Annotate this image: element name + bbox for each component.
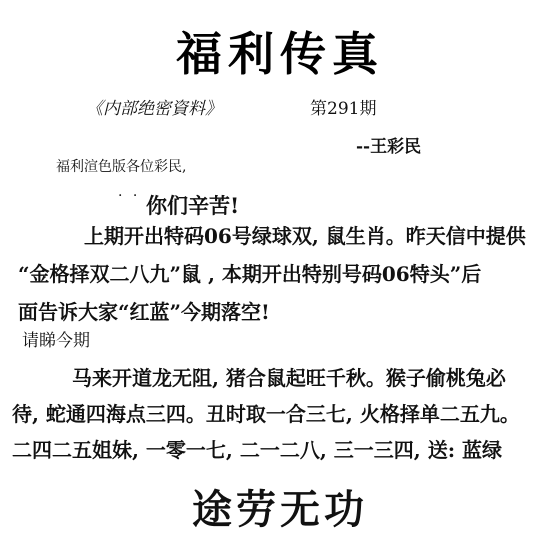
paragraph-line: “金格择双二八九”鼠 , 本期开出特别号码06特头”后 — [18, 262, 482, 286]
paragraph-line: 面告诉大家“红蓝”今期落空! — [18, 300, 270, 324]
salutation: 福利渲色版各位彩民, — [56, 159, 187, 175]
page-title: 福利传真 — [176, 27, 384, 81]
verse-line: 待, 蛇通四海点三四。丑时取一合三七, 火格择单二五九。 — [12, 402, 520, 426]
author-signature: --王彩民 — [356, 137, 422, 157]
series-label: 《内部绝密資料》 — [86, 99, 222, 119]
verse-line: 二四二五姐妹, 一零一七, 二一二八, 三一三四, 送: 蓝绿 — [12, 438, 503, 462]
verse-line: 马来开道龙无阻, 猪合鼠起旺千秋。猴子偷桃兔必 — [72, 366, 506, 390]
issue-number: 第291期 — [310, 99, 377, 119]
paragraph-line: 上期开出特码06号绿球双, 鼠生肖。昨天信中提供 — [84, 224, 526, 248]
greeting: 你们辛苦! — [146, 193, 240, 218]
decorative-dots: · · — [118, 188, 141, 204]
footer-slogan: 途劳无功 — [192, 486, 368, 533]
subheading: 请睇今期 — [22, 331, 90, 351]
